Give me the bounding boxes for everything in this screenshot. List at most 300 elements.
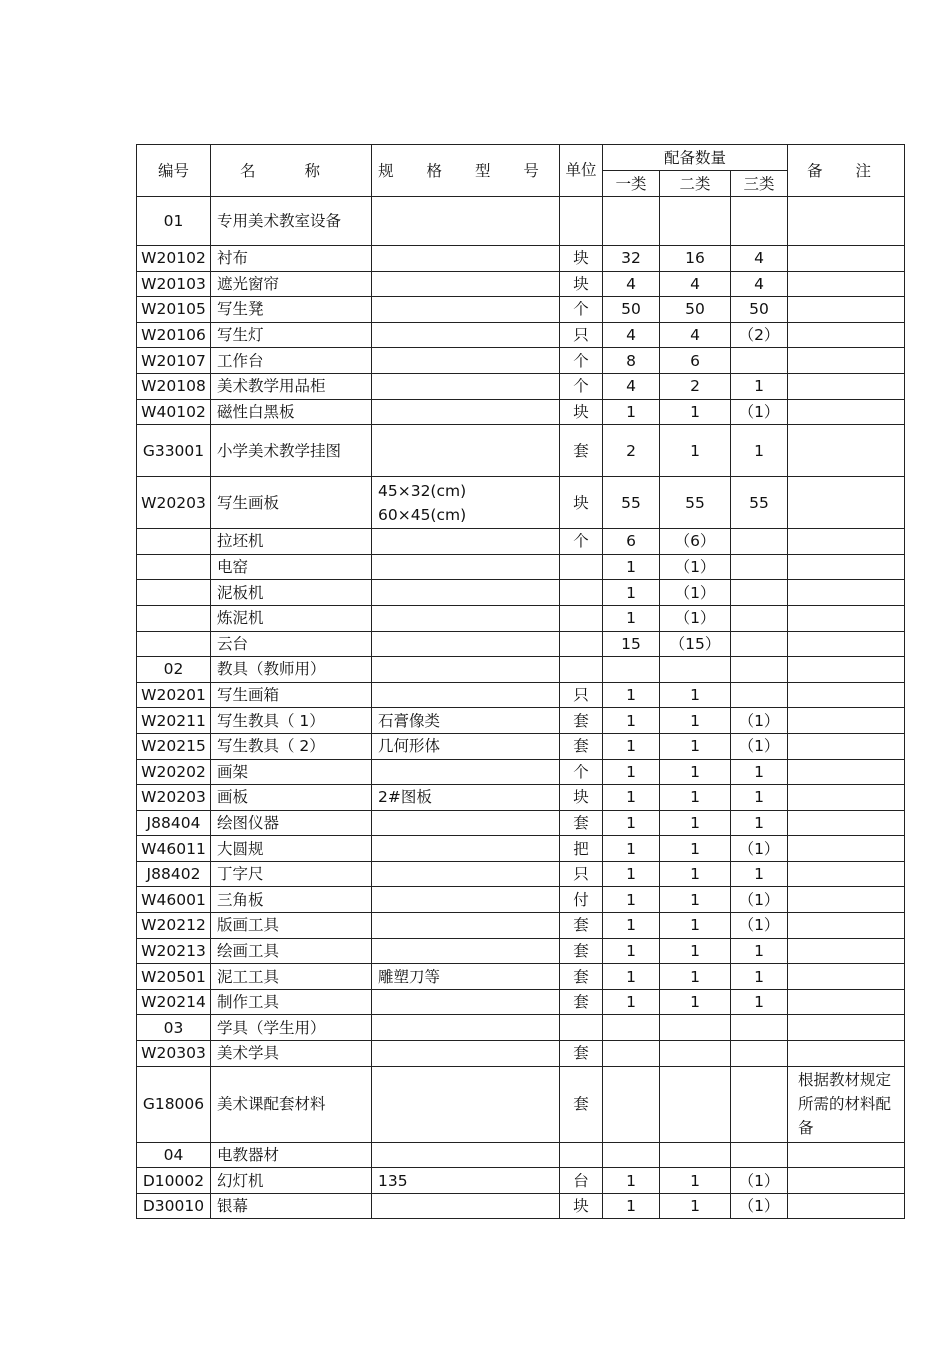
row-name: 拉坯机 [211,529,372,555]
row-qty-class2: 1 [660,989,731,1015]
row-qty-class2: 1 [660,938,731,964]
row-spec [372,938,560,964]
table-row [137,631,905,657]
table-row [137,887,905,913]
row-remark [788,322,905,348]
row-qty-class1: 2 [603,425,660,477]
row-remark [788,759,905,785]
row-unit [560,197,603,246]
row-qty-class2: 1 [660,1193,731,1219]
row-name: 小学美术教学挂图 [211,425,372,477]
row-spec [372,657,560,683]
row-name: 电窑 [211,554,372,580]
table-row [137,657,905,683]
row-qty-class3: （1） [731,399,788,425]
row-unit: 套 [560,964,603,990]
row-name: 三角板 [211,887,372,913]
row-qty-class3: （1） [731,733,788,759]
row-qty-class1 [603,1142,660,1168]
row-spec [372,861,560,887]
row-remark [788,887,905,913]
row-code: W20213 [137,938,211,964]
row-remark [788,1168,905,1194]
row-unit [560,631,603,657]
row-qty-class3: （1） [731,836,788,862]
row-qty-class1: 1 [603,1168,660,1194]
row-code: 03 [137,1015,211,1041]
row-code [137,529,211,555]
table-row [137,989,905,1015]
row-unit: 块 [560,1193,603,1219]
table-row [137,1193,905,1219]
row-remark [788,989,905,1015]
row-unit [560,554,603,580]
row-qty-class2: 1 [660,810,731,836]
table-row [137,1015,905,1041]
table-row [137,425,905,477]
row-remark [788,580,905,606]
row-unit: 只 [560,682,603,708]
row-remark [788,938,905,964]
row-remark [788,657,905,683]
row-code: W20303 [137,1041,211,1067]
row-code: W20211 [137,708,211,734]
row-code [137,631,211,657]
row-remark [788,554,905,580]
row-name: 炼泥机 [211,605,372,631]
row-spec: 石膏像类 [372,708,560,734]
row-spec [372,373,560,399]
row-qty-class1: 1 [603,708,660,734]
table-row [137,938,905,964]
row-qty-class3: （1） [731,708,788,734]
row-code: W20501 [137,964,211,990]
row-name: 美术教学用品柜 [211,373,372,399]
row-remark [788,631,905,657]
row-qty-class1: 1 [603,989,660,1015]
table-row [137,861,905,887]
row-spec [372,297,560,323]
row-qty-class2: （1） [660,554,731,580]
row-spec: 135 [372,1168,560,1194]
table-row [137,297,905,323]
table-row [137,348,905,374]
row-code [137,554,211,580]
table-row [137,399,905,425]
row-name: 遮光窗帘 [211,271,372,297]
row-qty-class1: 1 [603,810,660,836]
row-name: 美术学具 [211,1041,372,1067]
row-name: 幻灯机 [211,1168,372,1194]
row-qty-class2: 16 [660,246,731,272]
row-spec [372,810,560,836]
row-remark [788,197,905,246]
row-spec: 几何形体 [372,733,560,759]
row-remark [788,271,905,297]
row-name: 磁性白黑板 [211,399,372,425]
row-code: W20102 [137,246,211,272]
row-spec [372,197,560,246]
row-code: 04 [137,1142,211,1168]
row-qty-class2: 1 [660,964,731,990]
row-qty-class3: 50 [731,297,788,323]
row-unit: 块 [560,785,603,811]
row-code: G33001 [137,425,211,477]
row-qty-class1: 6 [603,529,660,555]
row-qty-class3: 1 [731,373,788,399]
row-remark [788,1142,905,1168]
row-remark [788,1041,905,1067]
row-spec [372,1193,560,1219]
row-spec [372,682,560,708]
row-qty-class1 [603,1015,660,1041]
row-unit: 把 [560,836,603,862]
row-qty-class2 [660,1015,731,1041]
row-spec [372,913,560,939]
row-unit: 块 [560,399,603,425]
table-row [137,810,905,836]
row-spec [372,1041,560,1067]
row-qty-class2: （1） [660,605,731,631]
row-unit [560,657,603,683]
row-spec [372,399,560,425]
row-name: 写生教具（ 2） [211,733,372,759]
row-qty-class3 [731,657,788,683]
row-name: 银幕 [211,1193,372,1219]
row-qty-class3: （1） [731,1193,788,1219]
row-qty-class3 [731,631,788,657]
header-unit: 单位 [560,145,603,197]
row-code: W46001 [137,887,211,913]
row-qty-class2: （15） [660,631,731,657]
row-qty-class3: 55 [731,477,788,529]
table-row [137,964,905,990]
row-remark [788,399,905,425]
row-spec [372,887,560,913]
row-spec [372,1142,560,1168]
row-spec: 45×32(cm) 60×45(cm) [372,477,560,529]
row-remark [788,836,905,862]
table-row [137,197,905,246]
row-name: 学具（学生用） [211,1015,372,1041]
row-qty-class1: 32 [603,246,660,272]
row-qty-class1 [603,197,660,246]
row-qty-class1: 1 [603,964,660,990]
row-code: W20201 [137,682,211,708]
row-name: 绘画工具 [211,938,372,964]
header-row [137,145,905,171]
row-name: 美术课配套材料 [211,1066,372,1142]
row-code: W20105 [137,297,211,323]
row-qty-class3: 4 [731,271,788,297]
row-remark [788,861,905,887]
row-qty-class1: 4 [603,271,660,297]
table-row [137,1066,905,1142]
row-qty-class2: 1 [660,887,731,913]
row-name: 写生灯 [211,322,372,348]
row-qty-class1: 8 [603,348,660,374]
row-qty-class1: 1 [603,580,660,606]
row-qty-class3 [731,348,788,374]
row-qty-class3 [731,580,788,606]
row-unit: 块 [560,271,603,297]
table-row [137,708,905,734]
row-qty-class1: 15 [603,631,660,657]
table-row [137,1041,905,1067]
row-remark [788,964,905,990]
row-qty-class1 [603,657,660,683]
row-qty-class3 [731,1041,788,1067]
row-name: 云台 [211,631,372,657]
row-qty-class1: 4 [603,322,660,348]
row-qty-class1 [603,1041,660,1067]
table-row [137,733,905,759]
row-qty-class3: （1） [731,887,788,913]
row-code: W20215 [137,733,211,759]
row-qty-class3: （1） [731,913,788,939]
row-qty-class3 [731,554,788,580]
row-code: G18006 [137,1066,211,1142]
row-spec [372,322,560,348]
row-code: W20203 [137,785,211,811]
row-name: 工作台 [211,348,372,374]
row-qty-class1: 1 [603,861,660,887]
row-remark [788,529,905,555]
row-qty-class2 [660,1041,731,1067]
table-row [137,529,905,555]
row-remark [788,1193,905,1219]
row-qty-class3 [731,682,788,708]
row-remark [788,708,905,734]
row-remark [788,477,905,529]
row-name: 泥工工具 [211,964,372,990]
row-unit: 块 [560,246,603,272]
row-name: 画架 [211,759,372,785]
row-unit: 套 [560,810,603,836]
row-qty-class2: （1） [660,580,731,606]
row-name: 绘图仪器 [211,810,372,836]
row-qty-class1: 55 [603,477,660,529]
row-qty-class1: 1 [603,399,660,425]
row-spec [372,554,560,580]
header-class1: 一类 [603,171,660,197]
header-name: 名 称 [211,145,372,197]
row-code: J88402 [137,861,211,887]
header-remark: 备 注 [788,145,905,197]
row-qty-class3: 4 [731,246,788,272]
row-unit: 块 [560,477,603,529]
row-unit [560,580,603,606]
row-spec [372,1015,560,1041]
row-qty-class3: （1） [731,1168,788,1194]
row-qty-class1: 1 [603,913,660,939]
table-row [137,271,905,297]
row-spec [372,631,560,657]
row-qty-class3: 1 [731,759,788,785]
row-unit: 套 [560,425,603,477]
row-qty-class3: 1 [731,785,788,811]
row-qty-class1: 1 [603,733,660,759]
row-code: W20214 [137,989,211,1015]
row-qty-class3: 1 [731,425,788,477]
row-qty-class3: 1 [731,810,788,836]
row-unit: 个 [560,297,603,323]
row-qty-class2: 1 [660,1168,731,1194]
row-spec [372,989,560,1015]
header-code: 编号 [137,145,211,197]
table-row [137,373,905,399]
row-code: W20202 [137,759,211,785]
header-class3: 三类 [731,171,788,197]
row-qty-class2: 1 [660,682,731,708]
row-qty-class1: 1 [603,938,660,964]
row-remark [788,348,905,374]
row-unit: 个 [560,529,603,555]
row-qty-class2: 6 [660,348,731,374]
row-code: D30010 [137,1193,211,1219]
row-qty-class1: 50 [603,297,660,323]
row-qty-class3 [731,529,788,555]
row-remark [788,682,905,708]
row-qty-class1: 1 [603,759,660,785]
row-qty-class3: 1 [731,938,788,964]
row-qty-class2: 55 [660,477,731,529]
row-spec [372,529,560,555]
row-qty-class2: 1 [660,399,731,425]
row-qty-class2: 4 [660,322,731,348]
row-name: 丁字尺 [211,861,372,887]
row-qty-class3: 1 [731,964,788,990]
row-unit: 套 [560,708,603,734]
row-unit: 个 [560,348,603,374]
header-class2: 二类 [660,171,731,197]
row-code: 02 [137,657,211,683]
row-code: W20203 [137,477,211,529]
row-name: 写生画箱 [211,682,372,708]
row-qty-class2: 50 [660,297,731,323]
row-remark [788,297,905,323]
row-code: W20108 [137,373,211,399]
row-name: 写生凳 [211,297,372,323]
row-remark [788,733,905,759]
row-code: W20106 [137,322,211,348]
row-qty-class3: 1 [731,861,788,887]
row-spec [372,348,560,374]
row-qty-class2: 1 [660,861,731,887]
table-row [137,580,905,606]
row-spec [372,271,560,297]
header-spec: 规 格 型 号 [372,145,560,197]
row-name: 衬布 [211,246,372,272]
table-row [137,913,905,939]
row-unit: 套 [560,1041,603,1067]
row-code [137,580,211,606]
row-unit: 个 [560,759,603,785]
row-qty-class2: 1 [660,913,731,939]
row-code: W40102 [137,399,211,425]
row-name: 专用美术教室设备 [211,197,372,246]
table-row [137,605,905,631]
row-unit: 付 [560,887,603,913]
row-qty-class1: 1 [603,785,660,811]
row-qty-class2: 4 [660,271,731,297]
row-qty-class1: 1 [603,682,660,708]
row-qty-class1: 1 [603,1193,660,1219]
row-unit [560,1142,603,1168]
row-qty-class2: 1 [660,759,731,785]
row-code: J88404 [137,810,211,836]
row-unit [560,1015,603,1041]
row-name: 制作工具 [211,989,372,1015]
row-qty-class3 [731,197,788,246]
row-name: 写生教具（ 1） [211,708,372,734]
row-remark [788,785,905,811]
row-qty-class2: 1 [660,785,731,811]
row-unit: 只 [560,861,603,887]
row-spec [372,759,560,785]
row-spec [372,1066,560,1142]
row-remark [788,1015,905,1041]
row-code: D10002 [137,1168,211,1194]
row-remark [788,425,905,477]
row-remark [788,913,905,939]
row-qty-class1 [603,1066,660,1142]
row-code: 01 [137,197,211,246]
header-qty-group: 配备数量 [603,145,788,171]
row-spec: 2#图板 [372,785,560,811]
row-code: W46011 [137,836,211,862]
row-qty-class3 [731,605,788,631]
row-unit: 套 [560,989,603,1015]
row-spec [372,425,560,477]
row-unit: 套 [560,1066,603,1142]
row-unit [560,605,603,631]
row-qty-class1: 1 [603,605,660,631]
row-qty-class3 [731,1066,788,1142]
row-qty-class1: 1 [603,554,660,580]
row-remark [788,810,905,836]
row-qty-class2: （6） [660,529,731,555]
row-qty-class3: 1 [731,989,788,1015]
table-row [137,322,905,348]
table-row [137,246,905,272]
table-row [137,1168,905,1194]
row-qty-class2 [660,197,731,246]
row-code: W20103 [137,271,211,297]
row-name: 泥板机 [211,580,372,606]
row-qty-class1: 1 [603,836,660,862]
row-qty-class2: 2 [660,373,731,399]
row-qty-class1: 4 [603,373,660,399]
row-spec [372,605,560,631]
row-spec [372,580,560,606]
row-remark [788,605,905,631]
row-name: 写生画板 [211,477,372,529]
row-name: 教具（教师用） [211,657,372,683]
row-qty-class2: 1 [660,836,731,862]
row-name: 版画工具 [211,913,372,939]
row-remark [788,246,905,272]
table-row [137,759,905,785]
table-row [137,836,905,862]
row-unit: 套 [560,938,603,964]
row-unit: 个 [560,373,603,399]
row-qty-class2 [660,1142,731,1168]
row-code: W20107 [137,348,211,374]
table-row [137,477,905,529]
row-qty-class1: 1 [603,887,660,913]
row-unit: 套 [560,733,603,759]
